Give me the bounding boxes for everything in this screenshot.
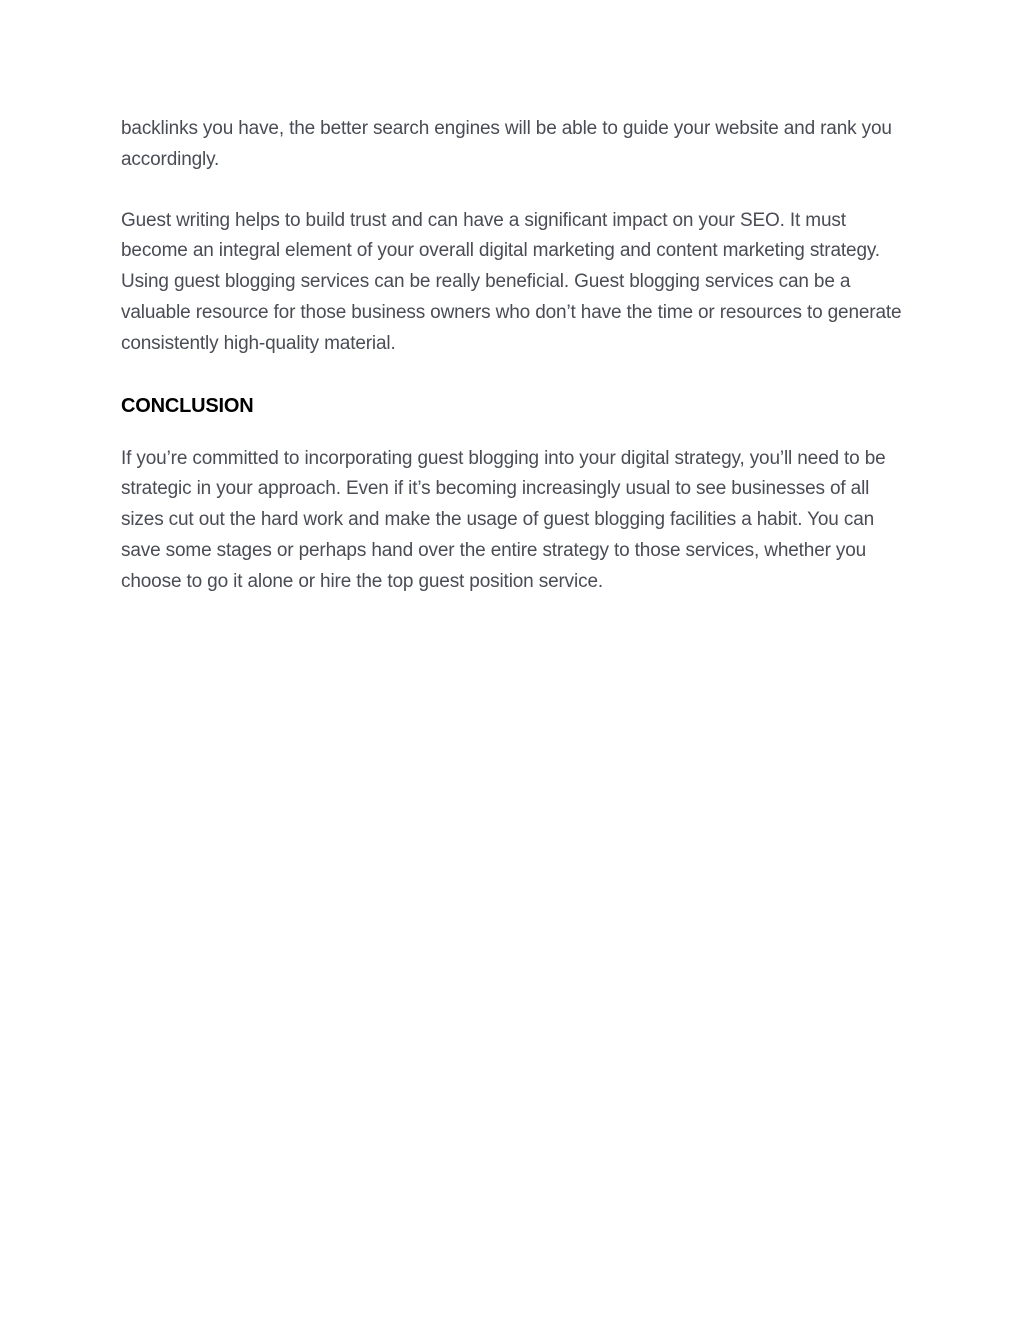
conclusion-heading: CONCLUSION (121, 394, 254, 417)
document-page (121, 114, 911, 598)
paragraph-guest-writing: Guest writing helps to build trust and can have a significant impact on your SEO. It must become an integral element of your overall digital marketing and content marketing strategy. Using guest blogging services can be really beneficial. Guest blogging services can be a valuable resource for those business owners who don’t have the time or resources to generate consistently high-quality material. (121, 209, 902, 354)
paragraph-conclusion: If you’re committed to incorporating guest blogging into your digital strategy, you’ll need to be strategic in your approach. Even if it’s becoming increasingly usual to see businesses of all sizes cut out the hard work and make the usage of guest blogging facilities a habit. You can save some stages or perhaps hand over the entire strategy to those services, whether you choose to go it alone or hire the top guest position service. (121, 447, 886, 592)
paragraph-backlinks: backlinks you have, the better search engines will be able to guide your website and rank you accordingly. (121, 118, 892, 170)
